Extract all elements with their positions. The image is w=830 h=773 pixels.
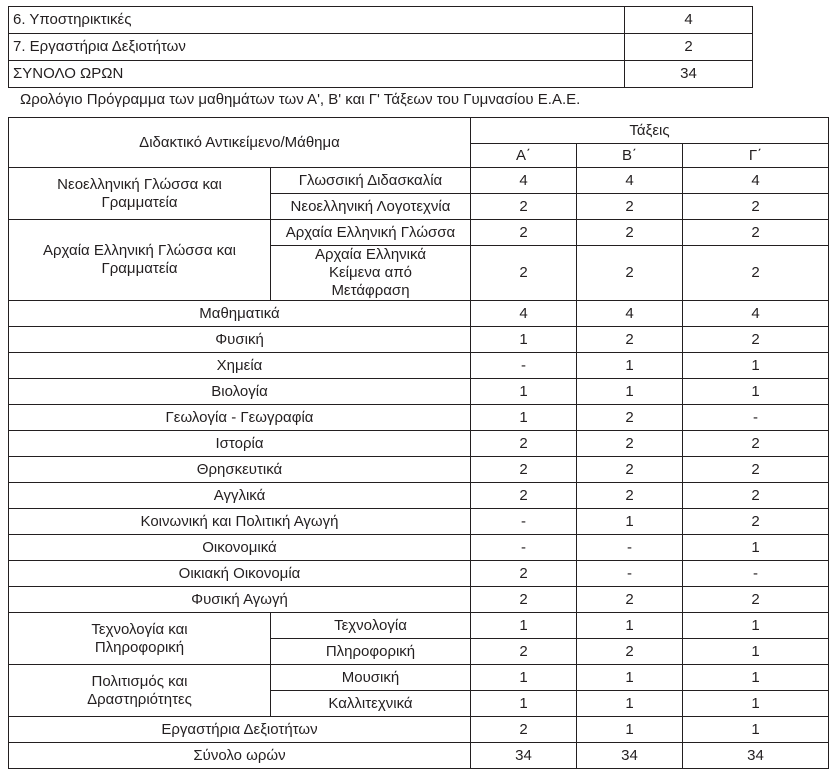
subject-name: Αρχαία Ελληνικά Κείμενα από Μετάφραση bbox=[271, 246, 471, 301]
hours-a: 2 bbox=[471, 431, 577, 457]
hours-b: 2 bbox=[577, 194, 683, 220]
group-name: Πολιτισμός και Δραστηριότητες bbox=[9, 665, 271, 717]
hours-b: - bbox=[577, 561, 683, 587]
hours-c: 4 bbox=[683, 301, 829, 327]
table-row bbox=[9, 613, 829, 639]
hours-a: - bbox=[471, 509, 577, 535]
subject-name: Κοινωνική και Πολιτική Αγωγή bbox=[9, 509, 471, 535]
hours-c: 2 bbox=[683, 431, 829, 457]
hours-a: 2 bbox=[471, 483, 577, 509]
table-row bbox=[9, 379, 829, 405]
hours-c: 2 bbox=[683, 327, 829, 353]
hours-c: 2 bbox=[683, 587, 829, 613]
hours-b: 1 bbox=[577, 691, 683, 717]
table-row bbox=[9, 587, 829, 613]
subject-name: Οικονομικά bbox=[9, 535, 471, 561]
hours-a: 2 bbox=[471, 639, 577, 665]
hours-a: 1 bbox=[471, 665, 577, 691]
subject-name: Βιολογία bbox=[9, 379, 471, 405]
table-row bbox=[9, 483, 829, 509]
subject-name: Νεοελληνική Λογοτεχνία bbox=[271, 194, 471, 220]
hours-c: 1 bbox=[683, 535, 829, 561]
subject-name: Θρησκευτικά bbox=[9, 457, 471, 483]
total-a: 34 bbox=[471, 743, 577, 769]
hours-b: 1 bbox=[577, 613, 683, 639]
hours-a: - bbox=[471, 353, 577, 379]
hours-c: 4 bbox=[683, 168, 829, 194]
table-row bbox=[9, 431, 829, 457]
subject-name: Τεχνολογία bbox=[271, 613, 471, 639]
hours-b: 4 bbox=[577, 301, 683, 327]
table-caption: Ωρολόγιο Πρόγραμμα των μαθημάτων των Α', Β' και Γ' Τάξεων του Γυμνασίου Ε.Α.Ε. bbox=[20, 91, 581, 108]
timetable bbox=[8, 117, 829, 769]
hours-c: 1 bbox=[683, 639, 829, 665]
subject-name: Καλλιτεχνικά bbox=[271, 691, 471, 717]
hours-c: 1 bbox=[683, 717, 829, 743]
hours-b: 1 bbox=[577, 509, 683, 535]
class-b-header: Β΄ bbox=[577, 144, 683, 168]
group-name: Τεχνολογία και Πληροφορική bbox=[9, 613, 271, 665]
hours-a: 1 bbox=[471, 379, 577, 405]
class-c-header: Γ΄ bbox=[683, 144, 829, 168]
hours-a: 2 bbox=[471, 561, 577, 587]
hours-b: 2 bbox=[577, 327, 683, 353]
row-label: ΣΥΝΟΛΟ ΩΡΩΝ bbox=[9, 61, 625, 88]
subject-name: Πληροφορική bbox=[271, 639, 471, 665]
summary-table bbox=[8, 6, 753, 88]
hours-a: 1 bbox=[471, 327, 577, 353]
subject-name: Μουσική bbox=[271, 665, 471, 691]
hours-b: 1 bbox=[577, 379, 683, 405]
table-row bbox=[9, 717, 829, 743]
row-label: 6. Υποστηρικτικές bbox=[9, 7, 625, 34]
hours-c: 1 bbox=[683, 613, 829, 639]
hours-a: 2 bbox=[471, 246, 577, 301]
hours-a: 2 bbox=[471, 457, 577, 483]
hours-b: 2 bbox=[577, 639, 683, 665]
hours-c: 2 bbox=[683, 483, 829, 509]
hours-a: 1 bbox=[471, 405, 577, 431]
table-row bbox=[9, 509, 829, 535]
header-classes: Τάξεις bbox=[471, 118, 829, 144]
hours-b: 1 bbox=[577, 717, 683, 743]
hours-a: 4 bbox=[471, 168, 577, 194]
hours-c: 1 bbox=[683, 379, 829, 405]
row-label: 7. Εργαστήρια Δεξιοτήτων bbox=[9, 34, 625, 61]
hours-c: 1 bbox=[683, 353, 829, 379]
hours-b: 2 bbox=[577, 220, 683, 246]
table-row bbox=[9, 665, 829, 691]
subject-name: Φυσική bbox=[9, 327, 471, 353]
table-row bbox=[9, 7, 753, 34]
table-row bbox=[9, 353, 829, 379]
total-label: Σύνολο ωρών bbox=[9, 743, 471, 769]
total-c: 34 bbox=[683, 743, 829, 769]
subject-name: Φυσική Αγωγή bbox=[9, 587, 471, 613]
table-row bbox=[9, 405, 829, 431]
hours-b: 2 bbox=[577, 431, 683, 457]
subject-name: Χημεία bbox=[9, 353, 471, 379]
row-hours: 34 bbox=[625, 61, 753, 88]
hours-a: 1 bbox=[471, 691, 577, 717]
table-row bbox=[9, 327, 829, 353]
hours-c: 2 bbox=[683, 246, 829, 301]
subject-name: Γεωλογία - Γεωγραφία bbox=[9, 405, 471, 431]
hours-c: - bbox=[683, 561, 829, 587]
hours-a: 2 bbox=[471, 194, 577, 220]
subject-name: Οικιακή Οικονομία bbox=[9, 561, 471, 587]
class-a-header: Α΄ bbox=[471, 144, 577, 168]
group-name: Νεοελληνική Γλώσσα και Γραμματεία bbox=[9, 168, 271, 220]
table-row bbox=[9, 34, 753, 61]
hours-b: 2 bbox=[577, 587, 683, 613]
hours-a: 2 bbox=[471, 220, 577, 246]
subject-name: Αγγλικά bbox=[9, 483, 471, 509]
table-row bbox=[9, 168, 829, 194]
hours-c: 2 bbox=[683, 457, 829, 483]
hours-c: 2 bbox=[683, 220, 829, 246]
hours-a: 2 bbox=[471, 587, 577, 613]
subject-name: Μαθηματικά bbox=[9, 301, 471, 327]
subject-name: Αρχαία Ελληνική Γλώσσα bbox=[271, 220, 471, 246]
subject-name: Εργαστήρια Δεξιοτήτων bbox=[9, 717, 471, 743]
hours-a: 1 bbox=[471, 613, 577, 639]
hours-b: 1 bbox=[577, 353, 683, 379]
table-row bbox=[9, 457, 829, 483]
hours-b: 1 bbox=[577, 665, 683, 691]
hours-c: 1 bbox=[683, 691, 829, 717]
table-row bbox=[9, 61, 753, 88]
row-hours: 2 bbox=[625, 34, 753, 61]
subject-name: Ιστορία bbox=[9, 431, 471, 457]
subject-name: Γλωσσική Διδασκαλία bbox=[271, 168, 471, 194]
hours-a: 2 bbox=[471, 717, 577, 743]
table-row bbox=[9, 220, 829, 246]
table-row bbox=[9, 535, 829, 561]
total-row bbox=[9, 743, 829, 769]
row-hours: 4 bbox=[625, 7, 753, 34]
hours-c: 2 bbox=[683, 509, 829, 535]
hours-b: 2 bbox=[577, 246, 683, 301]
hours-b: - bbox=[577, 535, 683, 561]
total-b: 34 bbox=[577, 743, 683, 769]
table-row bbox=[9, 561, 829, 587]
header-subject: Διδακτικό Αντικείμενο/Μάθημα bbox=[9, 118, 471, 168]
hours-c: 2 bbox=[683, 194, 829, 220]
hours-b: 2 bbox=[577, 483, 683, 509]
hours-c: - bbox=[683, 405, 829, 431]
header-row bbox=[9, 118, 829, 144]
hours-b: 2 bbox=[577, 405, 683, 431]
hours-c: 1 bbox=[683, 665, 829, 691]
hours-a: 4 bbox=[471, 301, 577, 327]
group-name: Αρχαία Ελληνική Γλώσσα και Γραμματεία bbox=[9, 220, 271, 301]
table-row bbox=[9, 301, 829, 327]
hours-a: - bbox=[471, 535, 577, 561]
hours-b: 2 bbox=[577, 457, 683, 483]
hours-b: 4 bbox=[577, 168, 683, 194]
